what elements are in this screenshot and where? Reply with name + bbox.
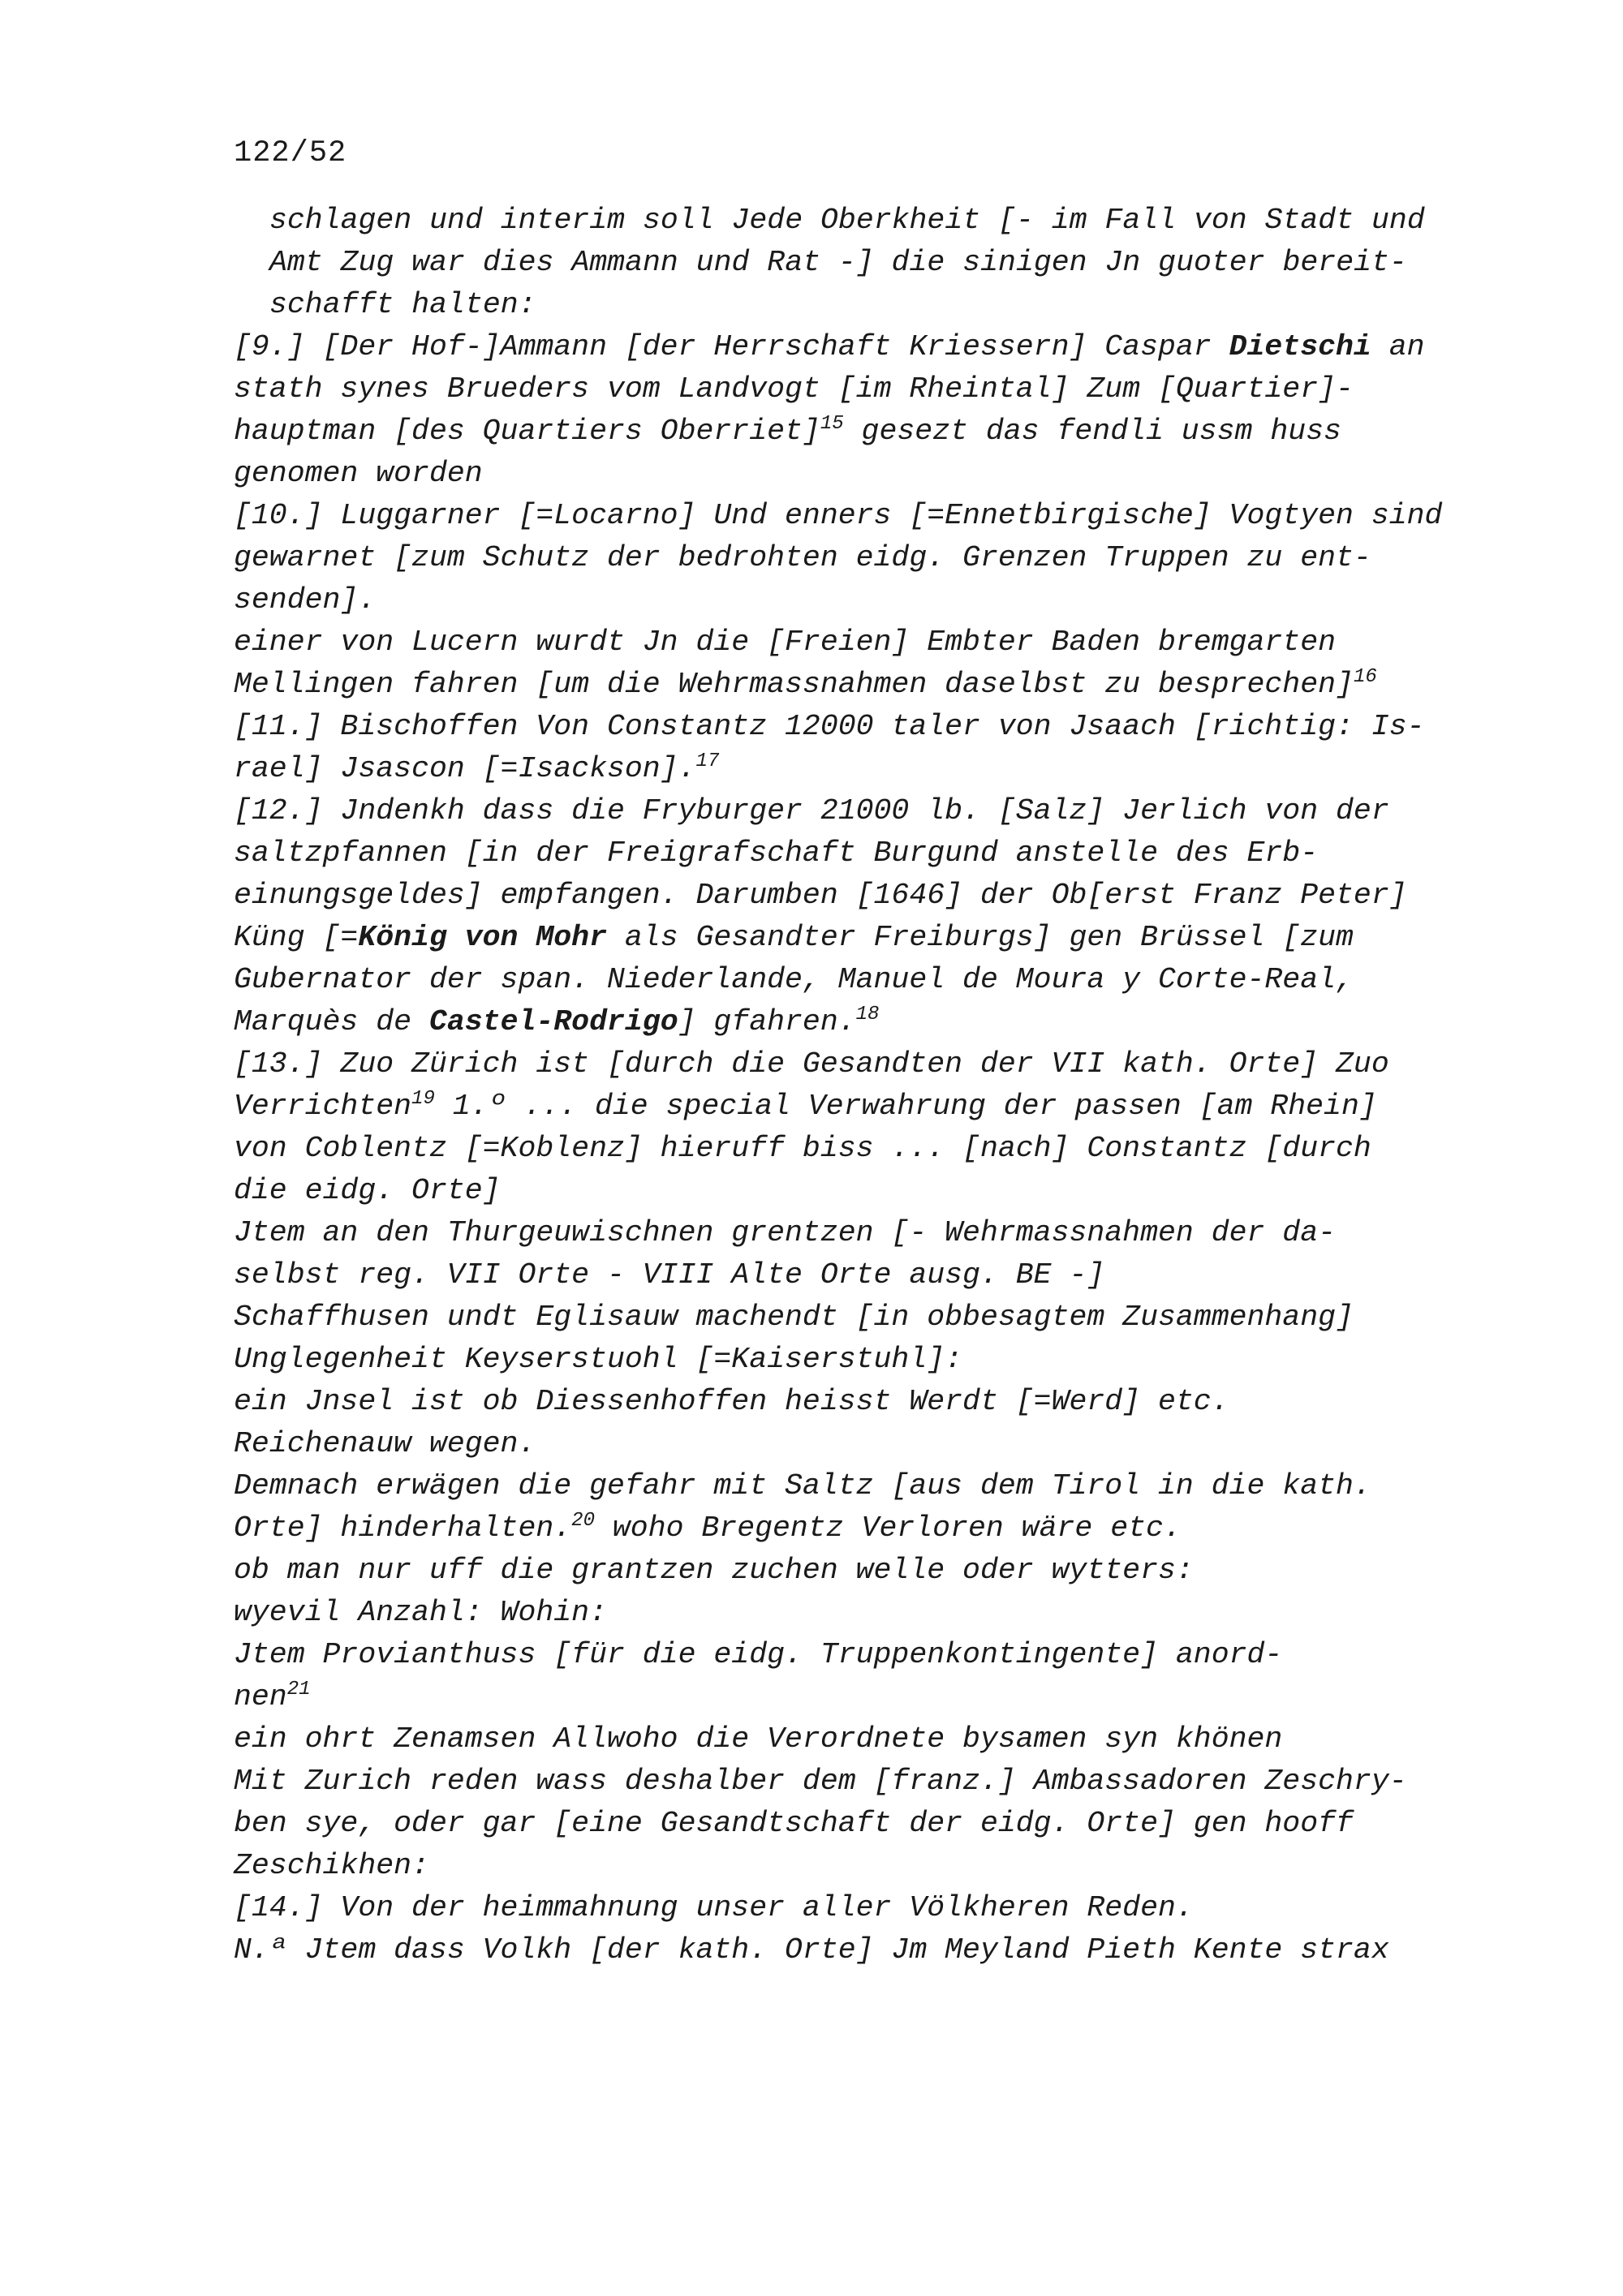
- text-line: Unglegenheit Keyserstuohl [=Kaiserstuhl]:: [234, 1343, 963, 1376]
- text-line: [14.] Von der heimmahnung unser aller Völkheren Reden.: [234, 1891, 1194, 1924]
- numbered-entry: [234, 706, 1500, 790]
- bold-name: König von Mohr: [358, 921, 607, 954]
- text-line: schafft halten:: [269, 288, 536, 321]
- numbered-entry: [234, 1887, 1500, 1971]
- numbered-entry: [234, 1043, 1500, 1887]
- text-line: ein Jnsel ist ob Diessenhoffen heisst Werdt [=Werd] etc.: [234, 1385, 1229, 1418]
- text-line: stath synes Brueders vom Landvogt [im Rheintal] Zum [Quartier]-: [234, 372, 1354, 406]
- text-line: rael] Jsascon [=Isackson].$^{17}$: [234, 750, 720, 785]
- text-line: Marquès de Castel-Rodrigo] gfahren.$^{18}$: [234, 1003, 880, 1038]
- text-line: [11.] Bischoffen Von Constantz 12000 taler von Jsaach [richtig: Is-: [234, 710, 1425, 743]
- text-line: die eidg. Orte]: [234, 1174, 501, 1207]
- footnote-ref: 21: [286, 1678, 311, 1701]
- footnote-ref: 18: [855, 1003, 880, 1025]
- text-line: selbst reg. VII Orte - VIII Alte Orte ausg. BE -]: [234, 1258, 1105, 1292]
- text-line: [9.] [Der Hof-]Ammann [der Herrschaft Kriessern] Caspar Dietschi an: [234, 330, 1425, 363]
- text-line: Mit Zurich reden wass deshalber dem [franz.] Ambassadoren Zeschry-: [234, 1765, 1407, 1798]
- text-line: senden].: [234, 583, 377, 617]
- text-line: Amt Zug war dies Ammann und Rat -] die sinigen Jn guoter bereit-: [269, 246, 1407, 279]
- text-line: einer von Lucern wurdt Jn die [Freien] Embter Baden bremgarten: [234, 626, 1337, 659]
- text-line: Jtem an den Thurgeuwischnen grentzen [- Wehrmassnahmen der da-: [234, 1216, 1337, 1249]
- text-line: [13.] Zuo Zürich ist [durch die Gesandten der VII kath. Orte] Zuo: [234, 1047, 1389, 1081]
- text-line: Demnach erwägen die gefahr mit Saltz [aus dem Tirol in die kath.: [234, 1469, 1371, 1503]
- text-line: schlagen und interim soll Jede Oberkheit [- im Fall von Stadt und: [269, 204, 1425, 237]
- continuation-paragraph: [234, 200, 1500, 326]
- text-line: nen$^{21}$: [234, 1678, 311, 1713]
- text-line: Schaffhusen undt Eglisauw machendt [in obbesagtem Zusammenhang]: [234, 1301, 1354, 1334]
- text-line: einungsgeldes] empfangen. Darumben [1646] der Ob[erst Franz Peter]: [234, 879, 1407, 912]
- text-line: [10.] Luggarner [=Locarno] Und enners [=Ennetbirgische] Vogtyen sind: [234, 499, 1443, 532]
- text-line: gewarnet [zum Schutz der bedrohten eidg. Grenzen Truppen zu ent-: [234, 541, 1371, 574]
- text-line: [12.] Jndenkh dass die Fryburger 21000 lb. [Salz] Jerlich von der: [234, 794, 1389, 828]
- text-line: ben sye, oder gar [eine Gesandtschaft der eidg. Orte] gen hooff: [234, 1807, 1354, 1840]
- text-line: hauptman [des Quartiers Oberriet]$^{15}$ gesezt das fendli ussm huss: [234, 412, 1341, 448]
- numbered-entry: [234, 326, 1500, 495]
- text-line: Reichenauw wegen.: [234, 1427, 536, 1460]
- footnote-ref: 19: [411, 1087, 435, 1110]
- text-line: ob man nur uff die grantzen zuchen welle oder wytters:: [234, 1554, 1194, 1587]
- text-line: Zeschikhen:: [234, 1849, 429, 1882]
- bold-name: Castel-Rodrigo: [428, 1005, 678, 1038]
- footnote-ref: 15: [820, 412, 844, 435]
- text-line: Küng [=König von Mohr als Gesandter Freiburgs] gen Brüssel [zum: [234, 921, 1354, 954]
- numbered-entry: [234, 495, 1500, 706]
- text-line: saltzpfannen [in der Freigrafschaft Burgund anstelle des Erb-: [234, 836, 1319, 870]
- text-line: wyevil Anzahl: Wohin:: [234, 1596, 607, 1629]
- text-line: Jtem Provianthuss [für die eidg. Truppenkontingente] anord-: [234, 1638, 1283, 1671]
- footnote-ref: 20: [571, 1509, 595, 1532]
- document-body: [234, 200, 1500, 1971]
- text-line: Mellingen fahren [um die Wehrmassnahmen daselbst zu besprechen]$^{16}$: [234, 665, 1377, 701]
- text-line: von Coblentz [=Koblenz] hieruff biss ... [nach] Constantz [durch: [234, 1132, 1371, 1165]
- bold-name: Dietschi: [1229, 330, 1371, 363]
- text-line: Gubernator der span. Niederlande, Manuel de Moura y Corte-Real,: [234, 963, 1354, 996]
- text-line: Orte] hinderhalten.$^{20}$ woho Bregentz Verloren wäre etc.: [234, 1509, 1182, 1545]
- footnote-ref: 16: [1353, 665, 1377, 688]
- footnote-ref: 17: [695, 750, 720, 772]
- page-number: 122/52: [234, 136, 347, 170]
- text-line: genomen worden: [234, 457, 483, 490]
- text-line: ein ohrt Zenamsen Allwoho die Verordnete bysamen syn khönen: [234, 1722, 1283, 1756]
- text-line: Verrichten$^{19}$ 1.º ... die special Verwahrung der passen [am Rhein]: [234, 1087, 1377, 1123]
- text-line: N.ª Jtem dass Volkh [der kath. Orte] Jm Meyland Pieth Kente strax: [234, 1933, 1389, 1967]
- numbered-entry: [234, 790, 1500, 1043]
